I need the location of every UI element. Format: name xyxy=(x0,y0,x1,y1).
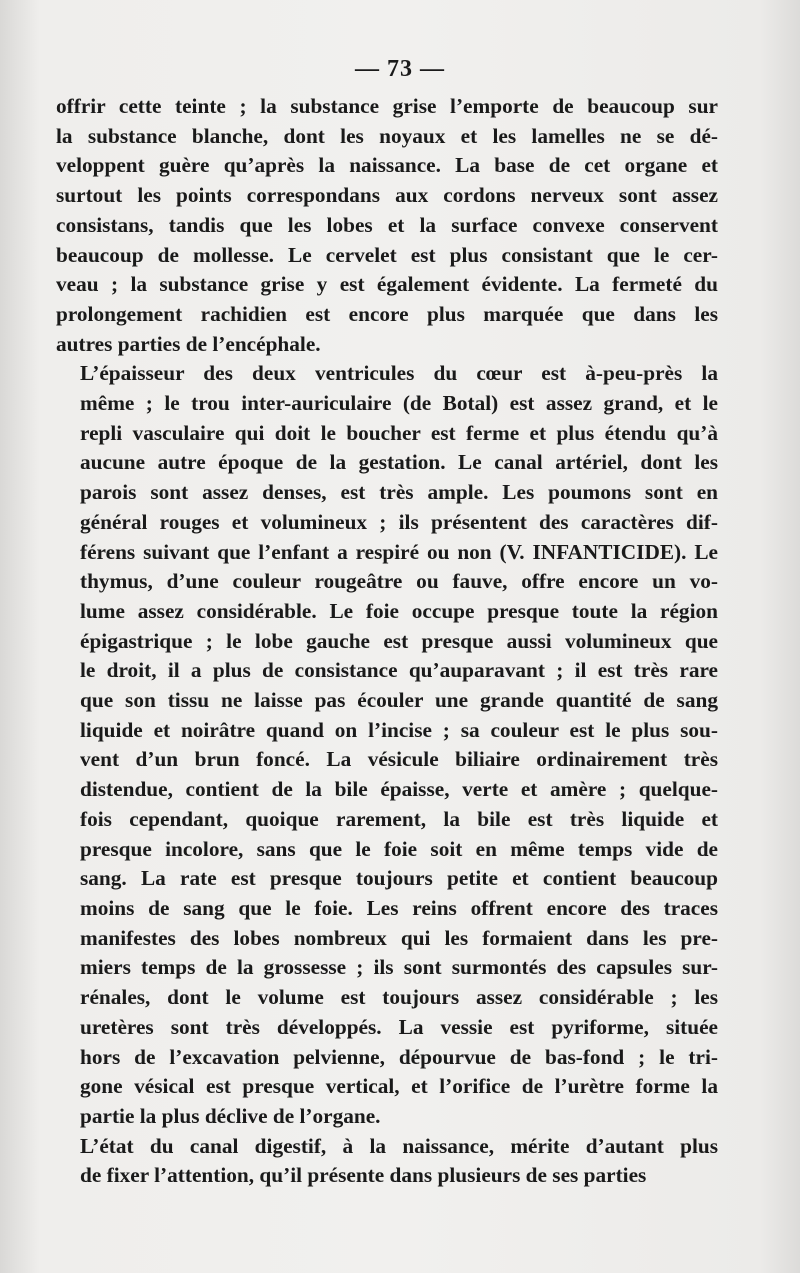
text-line: aucune autre époque de la gestation. Le canal artériel, dont les xyxy=(80,450,718,475)
paragraph xyxy=(56,1132,718,1191)
text-line: parois sont assez denses, est très ample. Les poumons sont en xyxy=(80,480,718,505)
page-number: — 73 — xyxy=(355,56,445,82)
text-line: partie la plus déclive de l’organe. xyxy=(80,1103,381,1128)
text-line: liquide et noirâtre quand on l’incise ; sa couleur est le plus sou- xyxy=(80,717,718,742)
text-line: uretères sont très développés. La vessie est pyriforme, située xyxy=(80,1014,718,1039)
text-line: de fixer l’attention, qu’il présente dans plusieurs de ses parties xyxy=(80,1163,647,1188)
text-line: L’état du canal digestif, à la naissance, mérite d’autant plus xyxy=(80,1133,718,1158)
text-line: autres parties de l’encéphale. xyxy=(56,331,321,356)
paragraph xyxy=(56,92,718,359)
text-line: beaucoup de mollesse. Le cervelet est plus consistant que le cer- xyxy=(56,242,718,267)
text-line: gone vésical est presque vertical, et l’orifice de l’urètre forme la xyxy=(80,1074,718,1099)
text-line: repli vasculaire qui doit le boucher est ferme et plus étendu qu’à xyxy=(80,420,718,445)
text-line: presque incolore, sans que le foie soit en même temps vide de xyxy=(80,836,718,861)
text-line: surtout les points correspondans aux cordons nerveux sont assez xyxy=(56,183,718,208)
text-line: général rouges et volumineux ; ils présentent des caractères dif- xyxy=(80,509,718,534)
text-line: prolongement rachidien est encore plus marquée que dans les xyxy=(56,301,718,326)
text-line: hors de l’excavation pelvienne, dépourvue de bas-fond ; le tri- xyxy=(80,1044,718,1069)
text-line: la substance blanche, dont les noyaux et les lamelles ne se dé- xyxy=(56,123,718,148)
paragraph xyxy=(56,359,718,1131)
text-line: distendue, contient de la bile épaisse, verte et amère ; quelque- xyxy=(80,777,718,802)
text-line: épigastrique ; le lobe gauche est presque aussi volumineux que xyxy=(80,628,718,653)
text-line: férens suivant que l’enfant a respiré ou non (V. INFANTICIDE). Le xyxy=(80,539,718,564)
text-line: même ; le trou inter-auriculaire (de Botal) est assez grand, et le xyxy=(80,391,718,416)
text-line: lume assez considérable. Le foie occupe presque toute la région xyxy=(80,598,718,623)
text-line: veau ; la substance grise y est également évidente. La fermeté du xyxy=(56,272,718,297)
text-line: vent d’un brun foncé. La vésicule biliaire ordinairement très xyxy=(80,747,718,772)
text-line: le droit, il a plus de consistance qu’auparavant ; il est très rare xyxy=(80,658,718,683)
text-line: miers temps de la grossesse ; ils sont surmontés des capsules sur- xyxy=(80,955,718,980)
body-text xyxy=(56,92,718,1191)
text-line: offrir cette teinte ; la substance grise l’emporte de beaucoup sur xyxy=(56,94,718,118)
text-line: sang. La rate est presque toujours petite et contient beaucoup xyxy=(80,866,718,891)
text-line: que son tissu ne laisse pas écouler une grande quantité de sang xyxy=(80,688,718,713)
text-line: manifestes des lobes nombreux qui les formaient dans les pre- xyxy=(80,925,718,950)
text-line: rénales, dont le volume est toujours assez considérable ; les xyxy=(80,985,718,1010)
text-line: fois cependant, quoique rarement, la bile est très liquide et xyxy=(80,806,718,831)
text-line: moins de sang que le foie. Les reins offrent encore des traces xyxy=(80,895,718,920)
text-line: consistans, tandis que les lobes et la surface convexe conservent xyxy=(56,212,718,237)
text-line: veloppent guère qu’après la naissance. La base de cet organe et xyxy=(56,153,718,178)
text-line: L’épaisseur des deux ventricules du cœur est à-peu-près la xyxy=(80,361,718,386)
text-line: thymus, d’une couleur rougeâtre ou fauve, offre encore un vo- xyxy=(80,569,718,594)
